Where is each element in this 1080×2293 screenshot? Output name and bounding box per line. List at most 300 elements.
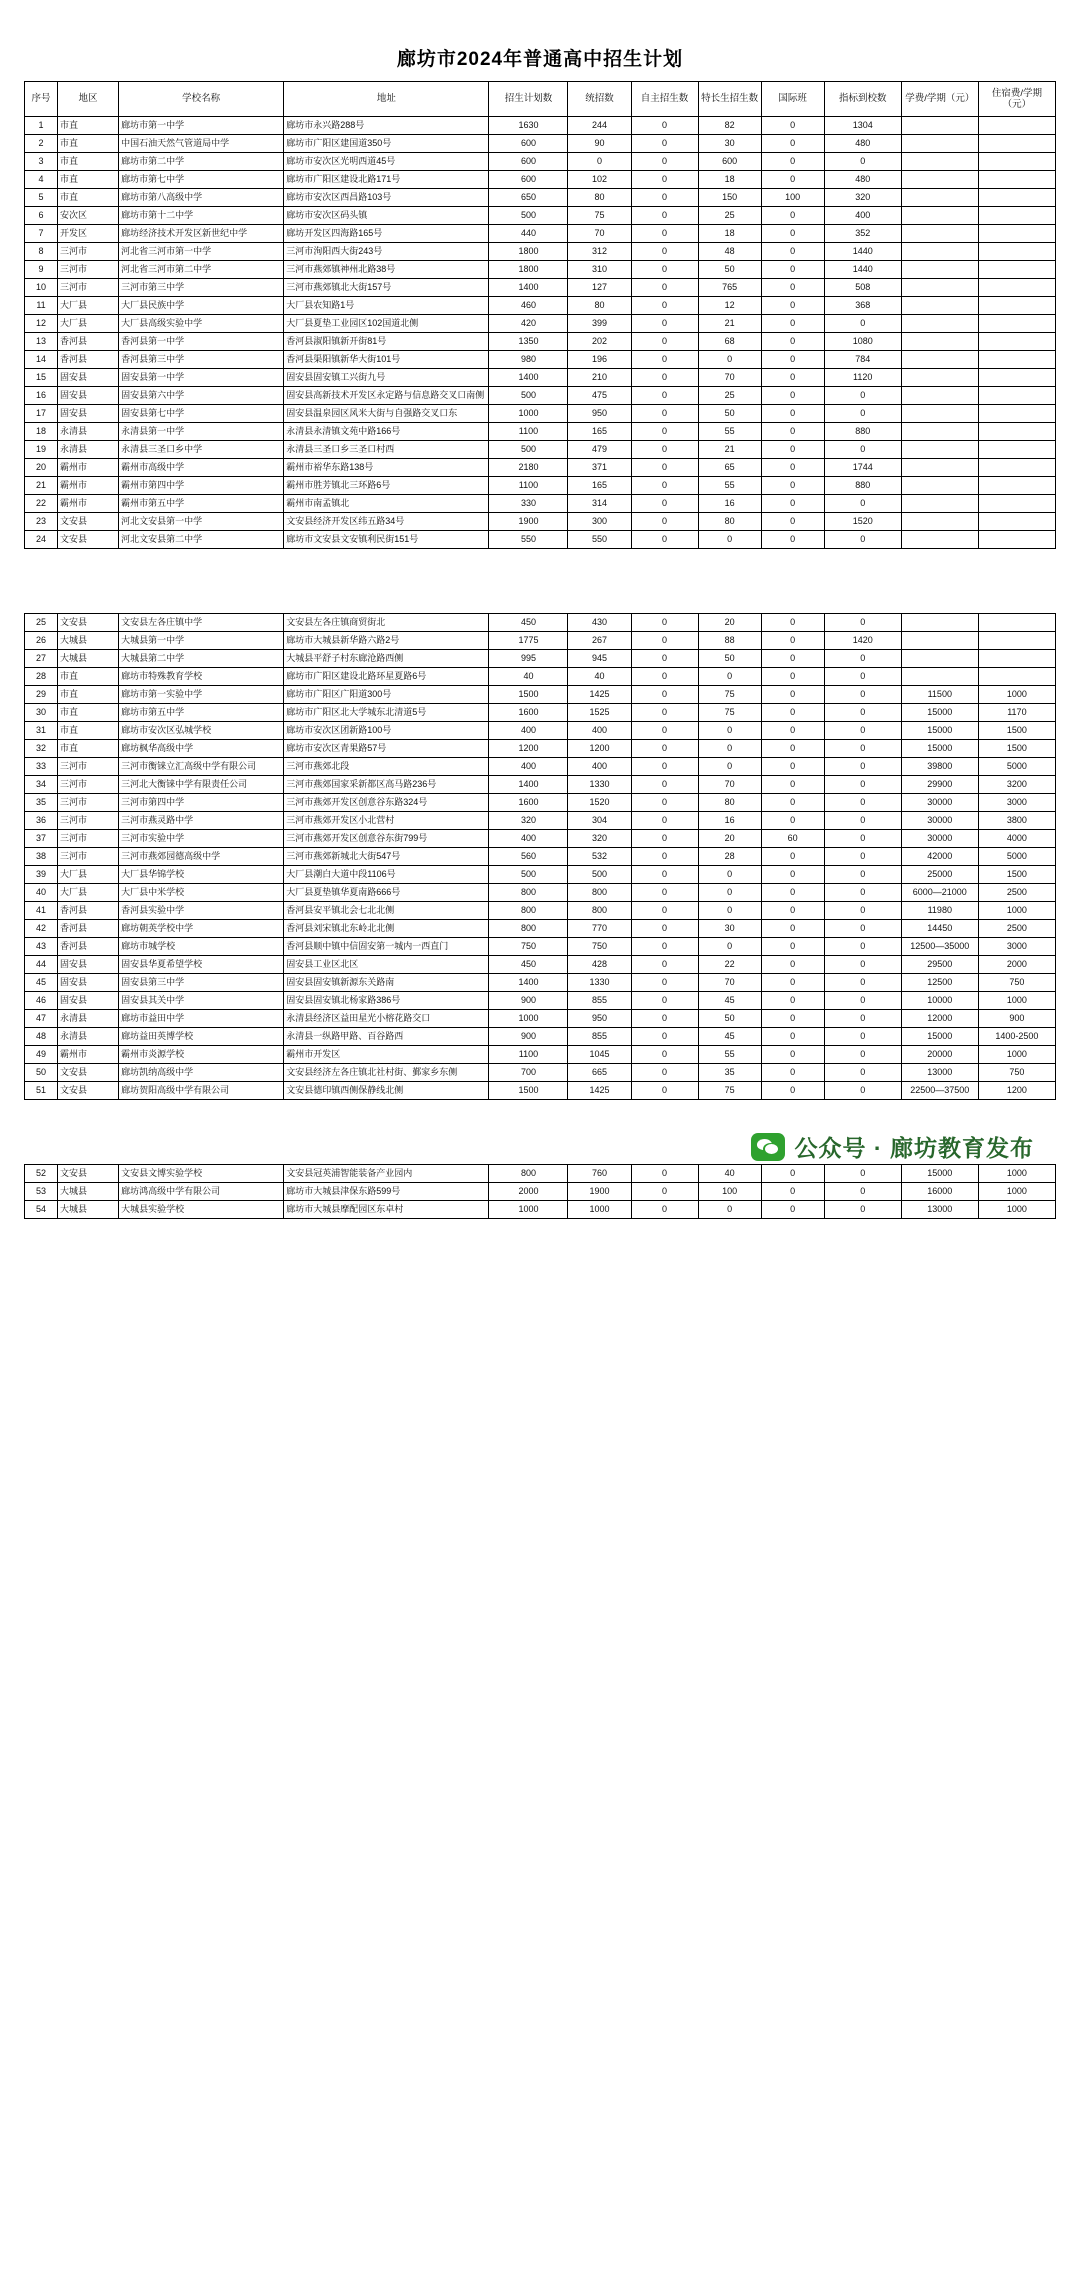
cell-international: 0 bbox=[761, 387, 824, 405]
cell-address: 大厂县农知路1号 bbox=[284, 297, 489, 315]
cell-address: 霸州市裕华东路138号 bbox=[284, 459, 489, 477]
table-header bbox=[25, 82, 1056, 117]
cell-specialty: 50 bbox=[698, 1010, 761, 1028]
cell-address: 三河市燕郊新城北大街547号 bbox=[284, 848, 489, 866]
cell-international: 0 bbox=[761, 884, 824, 902]
cell-area: 香河县 bbox=[58, 920, 119, 938]
table-row bbox=[25, 794, 1056, 812]
cell-dorm-fee: 1000 bbox=[978, 686, 1055, 704]
cell-address: 廊坊市广阳区建国道350号 bbox=[284, 135, 489, 153]
cell-unified: 750 bbox=[568, 938, 631, 956]
cell-tuition bbox=[901, 117, 978, 135]
cell-independent: 0 bbox=[631, 632, 698, 650]
cell-index: 52 bbox=[25, 1165, 58, 1183]
table-row bbox=[25, 938, 1056, 956]
cell-area: 三河市 bbox=[58, 794, 119, 812]
cell-dorm-fee bbox=[978, 207, 1055, 225]
cell-quota: 0 bbox=[824, 704, 901, 722]
cell-school: 固安县第一中学 bbox=[119, 369, 284, 387]
cell-area: 市直 bbox=[58, 722, 119, 740]
cell-index: 5 bbox=[25, 189, 58, 207]
cell-area: 大城县 bbox=[58, 632, 119, 650]
cell-dorm-fee bbox=[978, 171, 1055, 189]
cell-index: 43 bbox=[25, 938, 58, 956]
cell-school: 中国石油天然气管道局中学 bbox=[119, 135, 284, 153]
cell-tuition: 30000 bbox=[901, 794, 978, 812]
cell-quota: 0 bbox=[824, 1064, 901, 1082]
cell-address: 永清县三圣口乡三圣口村西 bbox=[284, 441, 489, 459]
cell-international: 0 bbox=[761, 477, 824, 495]
cell-plan: 500 bbox=[489, 441, 568, 459]
cell-plan: 330 bbox=[489, 495, 568, 513]
cell-area: 永清县 bbox=[58, 1028, 119, 1046]
cell-independent: 0 bbox=[631, 1165, 698, 1183]
cell-unified: 314 bbox=[568, 495, 631, 513]
cell-tuition bbox=[901, 351, 978, 369]
cell-school: 固安县其关中学 bbox=[119, 992, 284, 1010]
cell-unified: 80 bbox=[568, 297, 631, 315]
cell-plan: 400 bbox=[489, 830, 568, 848]
cell-independent: 0 bbox=[631, 758, 698, 776]
cell-unified: 300 bbox=[568, 513, 631, 531]
cell-index: 49 bbox=[25, 1046, 58, 1064]
cell-specialty: 20 bbox=[698, 614, 761, 632]
cell-dorm-fee: 1200 bbox=[978, 1082, 1055, 1100]
cell-address: 固安县固安镇工兴街九号 bbox=[284, 369, 489, 387]
cell-dorm-fee bbox=[978, 279, 1055, 297]
cell-index: 10 bbox=[25, 279, 58, 297]
col-tuition: 学费/学期（元） bbox=[901, 82, 978, 117]
cell-address: 廊坊市广阳区北大学城东北清道5号 bbox=[284, 704, 489, 722]
table-row bbox=[25, 153, 1056, 171]
cell-school: 河北省三河市第二中学 bbox=[119, 261, 284, 279]
cell-area: 三河市 bbox=[58, 812, 119, 830]
cell-international: 0 bbox=[761, 1028, 824, 1046]
table-row bbox=[25, 614, 1056, 632]
cell-independent: 0 bbox=[631, 974, 698, 992]
cell-area: 永清县 bbox=[58, 423, 119, 441]
table-body-1 bbox=[25, 117, 1056, 549]
cell-international: 0 bbox=[761, 866, 824, 884]
cell-independent: 0 bbox=[631, 153, 698, 171]
cell-plan: 450 bbox=[489, 956, 568, 974]
cell-index: 46 bbox=[25, 992, 58, 1010]
cell-plan: 1400 bbox=[489, 369, 568, 387]
cell-specialty: 0 bbox=[698, 1201, 761, 1219]
cell-unified: 950 bbox=[568, 1010, 631, 1028]
col-unified: 统招数 bbox=[568, 82, 631, 117]
cell-index: 32 bbox=[25, 740, 58, 758]
cell-independent: 0 bbox=[631, 243, 698, 261]
cell-independent: 0 bbox=[631, 830, 698, 848]
cell-quota: 0 bbox=[824, 938, 901, 956]
cell-independent: 0 bbox=[631, 614, 698, 632]
cell-unified: 800 bbox=[568, 902, 631, 920]
cell-quota: 0 bbox=[824, 758, 901, 776]
cell-index: 15 bbox=[25, 369, 58, 387]
cell-address: 廊坊市广阳区建设北路171号 bbox=[284, 171, 489, 189]
cell-unified: 800 bbox=[568, 884, 631, 902]
col-dorm-fee: 住宿费/学期（元） bbox=[978, 82, 1055, 117]
cell-plan: 2180 bbox=[489, 459, 568, 477]
cell-tuition: 30000 bbox=[901, 812, 978, 830]
cell-plan: 900 bbox=[489, 1028, 568, 1046]
cell-dorm-fee: 1000 bbox=[978, 1183, 1055, 1201]
cell-international: 0 bbox=[761, 495, 824, 513]
col-school: 学校名称 bbox=[119, 82, 284, 117]
cell-unified: 75 bbox=[568, 207, 631, 225]
cell-dorm-fee bbox=[978, 423, 1055, 441]
cell-tuition bbox=[901, 650, 978, 668]
cell-unified: 1045 bbox=[568, 1046, 631, 1064]
cell-tuition bbox=[901, 441, 978, 459]
cell-dorm-fee: 900 bbox=[978, 1010, 1055, 1028]
cell-specialty: 70 bbox=[698, 369, 761, 387]
cell-tuition bbox=[901, 369, 978, 387]
admission-plan-table-2 bbox=[24, 613, 1056, 1100]
cell-independent: 0 bbox=[631, 668, 698, 686]
cell-tuition: 16000 bbox=[901, 1183, 978, 1201]
cell-tuition: 15000 bbox=[901, 704, 978, 722]
cell-school: 固安县第七中学 bbox=[119, 405, 284, 423]
cell-area: 三河市 bbox=[58, 776, 119, 794]
cell-dorm-fee bbox=[978, 153, 1055, 171]
cell-quota: 400 bbox=[824, 207, 901, 225]
cell-index: 36 bbox=[25, 812, 58, 830]
cell-address: 三河市燕郊开发区小北营村 bbox=[284, 812, 489, 830]
cell-dorm-fee bbox=[978, 650, 1055, 668]
table-row bbox=[25, 776, 1056, 794]
table-row bbox=[25, 992, 1056, 1010]
cell-school: 廊坊鸿高级中学有限公司 bbox=[119, 1183, 284, 1201]
cell-school: 河北文安县第二中学 bbox=[119, 531, 284, 549]
cell-international: 0 bbox=[761, 614, 824, 632]
cell-specialty: 0 bbox=[698, 740, 761, 758]
cell-school: 廊坊市第二中学 bbox=[119, 153, 284, 171]
cell-quota: 0 bbox=[824, 315, 901, 333]
cell-independent: 0 bbox=[631, 722, 698, 740]
cell-unified: 855 bbox=[568, 992, 631, 1010]
cell-address: 廊坊市安次区青果路57号 bbox=[284, 740, 489, 758]
cell-independent: 0 bbox=[631, 279, 698, 297]
cell-school: 三河北大衡铼中学有限责任公司 bbox=[119, 776, 284, 794]
cell-specialty: 0 bbox=[698, 866, 761, 884]
cell-tuition: 42000 bbox=[901, 848, 978, 866]
cell-plan: 700 bbox=[489, 1064, 568, 1082]
cell-school: 固安县第三中学 bbox=[119, 974, 284, 992]
cell-plan: 420 bbox=[489, 315, 568, 333]
table-row bbox=[25, 722, 1056, 740]
table-block-1 bbox=[0, 81, 1080, 549]
cell-dorm-fee: 5000 bbox=[978, 848, 1055, 866]
cell-plan: 650 bbox=[489, 189, 568, 207]
cell-area: 市直 bbox=[58, 189, 119, 207]
cell-specialty: 80 bbox=[698, 794, 761, 812]
cell-plan: 980 bbox=[489, 351, 568, 369]
cell-tuition bbox=[901, 225, 978, 243]
cell-area: 固安县 bbox=[58, 369, 119, 387]
footer-brand bbox=[751, 1130, 1034, 1163]
cell-index: 35 bbox=[25, 794, 58, 812]
cell-plan: 400 bbox=[489, 722, 568, 740]
cell-address: 廊坊市广阳区广阳道300号 bbox=[284, 686, 489, 704]
table-row bbox=[25, 315, 1056, 333]
cell-unified: 127 bbox=[568, 279, 631, 297]
cell-independent: 0 bbox=[631, 513, 698, 531]
cell-quota: 0 bbox=[824, 1046, 901, 1064]
cell-plan: 460 bbox=[489, 297, 568, 315]
cell-tuition: 15000 bbox=[901, 1028, 978, 1046]
cell-quota: 480 bbox=[824, 135, 901, 153]
cell-unified: 532 bbox=[568, 848, 631, 866]
cell-index: 47 bbox=[25, 1010, 58, 1028]
table-row bbox=[25, 333, 1056, 351]
cell-dorm-fee: 1500 bbox=[978, 866, 1055, 884]
table-row bbox=[25, 668, 1056, 686]
cell-specialty: 20 bbox=[698, 830, 761, 848]
cell-international: 0 bbox=[761, 441, 824, 459]
cell-quota: 1744 bbox=[824, 459, 901, 477]
cell-index: 30 bbox=[25, 704, 58, 722]
cell-international: 0 bbox=[761, 423, 824, 441]
cell-address: 廊坊市永兴路288号 bbox=[284, 117, 489, 135]
cell-tuition: 29500 bbox=[901, 956, 978, 974]
cell-quota: 0 bbox=[824, 956, 901, 974]
cell-school: 香河县实验中学 bbox=[119, 902, 284, 920]
cell-specialty: 45 bbox=[698, 1028, 761, 1046]
cell-school: 大城县第二中学 bbox=[119, 650, 284, 668]
cell-independent: 0 bbox=[631, 848, 698, 866]
cell-independent: 0 bbox=[631, 207, 698, 225]
cell-international: 0 bbox=[761, 207, 824, 225]
cell-area: 文安县 bbox=[58, 531, 119, 549]
cell-international: 0 bbox=[761, 261, 824, 279]
cell-unified: 1330 bbox=[568, 776, 631, 794]
cell-international: 0 bbox=[761, 668, 824, 686]
cell-tuition: 10000 bbox=[901, 992, 978, 1010]
table-row bbox=[25, 369, 1056, 387]
cell-independent: 0 bbox=[631, 776, 698, 794]
cell-independent: 0 bbox=[631, 171, 698, 189]
table-row bbox=[25, 1010, 1056, 1028]
cell-independent: 0 bbox=[631, 920, 698, 938]
cell-specialty: 100 bbox=[698, 1183, 761, 1201]
cell-specialty: 48 bbox=[698, 243, 761, 261]
cell-specialty: 75 bbox=[698, 704, 761, 722]
cell-unified: 950 bbox=[568, 405, 631, 423]
cell-quota: 1304 bbox=[824, 117, 901, 135]
table-row bbox=[25, 974, 1056, 992]
cell-tuition bbox=[901, 495, 978, 513]
cell-quota: 352 bbox=[824, 225, 901, 243]
cell-dorm-fee bbox=[978, 495, 1055, 513]
cell-international: 0 bbox=[761, 333, 824, 351]
cell-quota: 880 bbox=[824, 423, 901, 441]
cell-quota: 0 bbox=[824, 1201, 901, 1219]
cell-dorm-fee: 1000 bbox=[978, 992, 1055, 1010]
cell-index: 45 bbox=[25, 974, 58, 992]
cell-quota: 0 bbox=[824, 812, 901, 830]
cell-specialty: 70 bbox=[698, 776, 761, 794]
cell-school: 文安县左各庄镇中学 bbox=[119, 614, 284, 632]
table-row bbox=[25, 686, 1056, 704]
cell-address: 霸州市南孟镇北 bbox=[284, 495, 489, 513]
cell-school: 香河县第一中学 bbox=[119, 333, 284, 351]
cell-plan: 1000 bbox=[489, 1010, 568, 1028]
cell-international: 60 bbox=[761, 830, 824, 848]
cell-school: 三河市衡铼立汇高级中学有限公司 bbox=[119, 758, 284, 776]
cell-independent: 0 bbox=[631, 1010, 698, 1028]
cell-index: 41 bbox=[25, 902, 58, 920]
table-row bbox=[25, 387, 1056, 405]
table-row bbox=[25, 297, 1056, 315]
cell-quota: 0 bbox=[824, 668, 901, 686]
cell-address: 永清县永清镇文苑中路166号 bbox=[284, 423, 489, 441]
cell-international: 0 bbox=[761, 1082, 824, 1100]
cell-tuition: 20000 bbox=[901, 1046, 978, 1064]
cell-specialty: 50 bbox=[698, 650, 761, 668]
cell-dorm-fee bbox=[978, 387, 1055, 405]
cell-independent: 0 bbox=[631, 225, 698, 243]
cell-quota: 0 bbox=[824, 1010, 901, 1028]
cell-unified: 304 bbox=[568, 812, 631, 830]
cell-independent: 0 bbox=[631, 1082, 698, 1100]
footer-brand-label: 公众号 · 廊坊教育发布 bbox=[794, 1135, 1034, 1161]
cell-independent: 0 bbox=[631, 135, 698, 153]
cell-index: 8 bbox=[25, 243, 58, 261]
cell-index: 2 bbox=[25, 135, 58, 153]
cell-address: 廊坊市文安县文安镇利民街151号 bbox=[284, 531, 489, 549]
cell-specialty: 50 bbox=[698, 261, 761, 279]
cell-school: 三河市燕郊园德高级中学 bbox=[119, 848, 284, 866]
cell-school: 廊坊市第五中学 bbox=[119, 704, 284, 722]
cell-quota: 1080 bbox=[824, 333, 901, 351]
cell-dorm-fee bbox=[978, 261, 1055, 279]
cell-school: 霸州市第四中学 bbox=[119, 477, 284, 495]
cell-international: 0 bbox=[761, 243, 824, 261]
cell-specialty: 55 bbox=[698, 1046, 761, 1064]
cell-plan: 800 bbox=[489, 1165, 568, 1183]
table-row bbox=[25, 812, 1056, 830]
cell-tuition bbox=[901, 333, 978, 351]
cell-address: 廊坊市安次区码头镇 bbox=[284, 207, 489, 225]
cell-area: 固安县 bbox=[58, 387, 119, 405]
table-row bbox=[25, 189, 1056, 207]
cell-address: 文安县经济左各庄镇北社村街、鄞家乡东侧 bbox=[284, 1064, 489, 1082]
table-row bbox=[25, 207, 1056, 225]
cell-international: 0 bbox=[761, 938, 824, 956]
table-row bbox=[25, 1046, 1056, 1064]
cell-unified: 475 bbox=[568, 387, 631, 405]
cell-international: 0 bbox=[761, 686, 824, 704]
cell-tuition bbox=[901, 135, 978, 153]
cell-international: 0 bbox=[761, 776, 824, 794]
cell-tuition bbox=[901, 387, 978, 405]
table-row bbox=[25, 632, 1056, 650]
cell-international: 0 bbox=[761, 902, 824, 920]
cell-unified: 1900 bbox=[568, 1183, 631, 1201]
cell-international: 0 bbox=[761, 1064, 824, 1082]
cell-specialty: 55 bbox=[698, 477, 761, 495]
table-row bbox=[25, 513, 1056, 531]
cell-school: 霸州市炎源学校 bbox=[119, 1046, 284, 1064]
cell-unified: 428 bbox=[568, 956, 631, 974]
cell-quota: 784 bbox=[824, 351, 901, 369]
cell-index: 6 bbox=[25, 207, 58, 225]
cell-area: 永清县 bbox=[58, 1010, 119, 1028]
cell-unified: 760 bbox=[568, 1165, 631, 1183]
cell-tuition: 12500—35000 bbox=[901, 938, 978, 956]
cell-dorm-fee bbox=[978, 333, 1055, 351]
cell-area: 霸州市 bbox=[58, 495, 119, 513]
cell-specialty: 0 bbox=[698, 884, 761, 902]
cell-plan: 800 bbox=[489, 920, 568, 938]
cell-independent: 0 bbox=[631, 740, 698, 758]
cell-dorm-fee: 1400-2500 bbox=[978, 1028, 1055, 1046]
cell-independent: 0 bbox=[631, 297, 698, 315]
cell-dorm-fee: 3000 bbox=[978, 794, 1055, 812]
cell-unified: 1200 bbox=[568, 740, 631, 758]
cell-plan: 2000 bbox=[489, 1183, 568, 1201]
cell-index: 23 bbox=[25, 513, 58, 531]
cell-quota: 320 bbox=[824, 189, 901, 207]
cell-plan: 1800 bbox=[489, 261, 568, 279]
cell-area: 三河市 bbox=[58, 758, 119, 776]
cell-international: 0 bbox=[761, 812, 824, 830]
cell-tuition bbox=[901, 405, 978, 423]
cell-specialty: 50 bbox=[698, 405, 761, 423]
cell-specialty: 21 bbox=[698, 315, 761, 333]
cell-quota: 0 bbox=[824, 1028, 901, 1046]
cell-index: 22 bbox=[25, 495, 58, 513]
cell-plan: 1900 bbox=[489, 513, 568, 531]
cell-address: 廊坊市安次区团新路100号 bbox=[284, 722, 489, 740]
cell-tuition bbox=[901, 171, 978, 189]
cell-unified: 267 bbox=[568, 632, 631, 650]
cell-area: 安次区 bbox=[58, 207, 119, 225]
cell-index: 4 bbox=[25, 171, 58, 189]
table-row bbox=[25, 279, 1056, 297]
cell-index: 21 bbox=[25, 477, 58, 495]
cell-quota: 0 bbox=[824, 920, 901, 938]
cell-international: 0 bbox=[761, 704, 824, 722]
cell-school: 河北文安县第一中学 bbox=[119, 513, 284, 531]
cell-tuition: 39800 bbox=[901, 758, 978, 776]
cell-specialty: 65 bbox=[698, 459, 761, 477]
cell-quota: 0 bbox=[824, 794, 901, 812]
cell-area: 文安县 bbox=[58, 513, 119, 531]
cell-plan: 40 bbox=[489, 668, 568, 686]
cell-address: 霸州市胜芳镇北三环路6号 bbox=[284, 477, 489, 495]
cell-unified: 165 bbox=[568, 477, 631, 495]
cell-independent: 0 bbox=[631, 812, 698, 830]
col-address: 地址 bbox=[284, 82, 489, 117]
cell-tuition: 12000 bbox=[901, 1010, 978, 1028]
cell-unified: 430 bbox=[568, 614, 631, 632]
cell-unified: 479 bbox=[568, 441, 631, 459]
cell-dorm-fee: 1000 bbox=[978, 1046, 1055, 1064]
cell-address: 廊坊市大城县摩配园区东卓村 bbox=[284, 1201, 489, 1219]
cell-school: 大城县实验学校 bbox=[119, 1201, 284, 1219]
col-area: 地区 bbox=[58, 82, 119, 117]
cell-dorm-fee bbox=[978, 315, 1055, 333]
cell-specialty: 18 bbox=[698, 171, 761, 189]
cell-address: 永清县一纵路甲路、百谷路西 bbox=[284, 1028, 489, 1046]
cell-index: 26 bbox=[25, 632, 58, 650]
cell-address: 廊坊市大城县新华路六路2号 bbox=[284, 632, 489, 650]
cell-school: 三河市第三中学 bbox=[119, 279, 284, 297]
cell-dorm-fee bbox=[978, 477, 1055, 495]
